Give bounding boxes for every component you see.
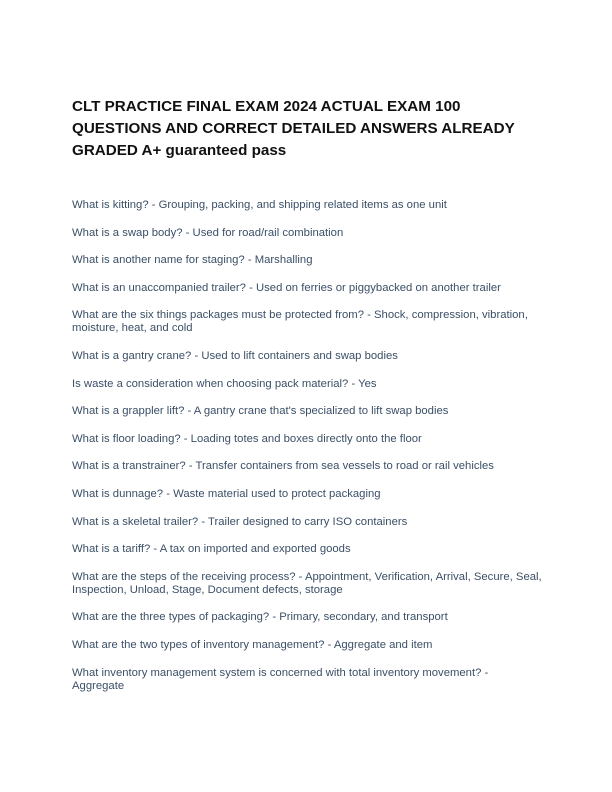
- qa-item: What is floor loading? - Loading totes and boxes directly onto the floor: [72, 432, 422, 445]
- qa-item: What is dunnage? - Waste material used to protect packaging: [72, 487, 381, 500]
- qa-item: What is a tariff? - A tax on imported and exported goods: [72, 543, 351, 556]
- qa-item: What are the six things packages must be protected from? - Shock, compression, vibration, moisture, heat, and cold: [72, 309, 528, 335]
- qa-item: What is a gantry crane? - Used to lift containers and swap bodies: [72, 349, 398, 362]
- document-title: CLT PRACTICE FINAL EXAM 2024 ACTUAL EXAM 100 QUESTIONS AND CORRECT DETAILED ANSWERS ALREADY GRADED A+ guaranteed pass: [72, 98, 515, 159]
- qa-item: What is kitting? - Grouping, packing, and shipping related items as one unit: [72, 199, 447, 211]
- qa-item: What is an unaccompanied trailer? - Used on ferries or piggybacked on another trailer: [72, 281, 501, 294]
- qa-item: What is a swap body? - Used for road/rail combination: [72, 226, 344, 239]
- qa-item: What is a transtrainer? - Transfer containers from sea vessels to road or rail vehicles: [72, 460, 494, 473]
- qa-item: What are the steps of the receiving process? - Appointment, Verification, Arrival, Secure, Seal, Inspection, Unload, Stage, Document defects, storage: [72, 570, 542, 596]
- qa-item: What is a skeletal trailer? - Trailer designed to carry ISO containers: [72, 515, 408, 528]
- qa-item: Is waste a consideration when choosing pack material? - Yes: [72, 377, 377, 390]
- qa-item: What are the two types of inventory management? - Aggregate and item: [72, 638, 433, 651]
- qa-list: [72, 199, 542, 707]
- qa-item: What inventory management system is concerned with total inventory movement? - Aggregate: [72, 666, 489, 692]
- qa-item: What is a grappler lift? - A gantry crane that's specialized to lift swap bodies: [72, 405, 449, 418]
- qa-item: What are the three types of packaging? - Primary, secondary, and transport: [72, 611, 448, 624]
- qa-item: What is another name for staging? - Marshalling: [72, 254, 313, 267]
